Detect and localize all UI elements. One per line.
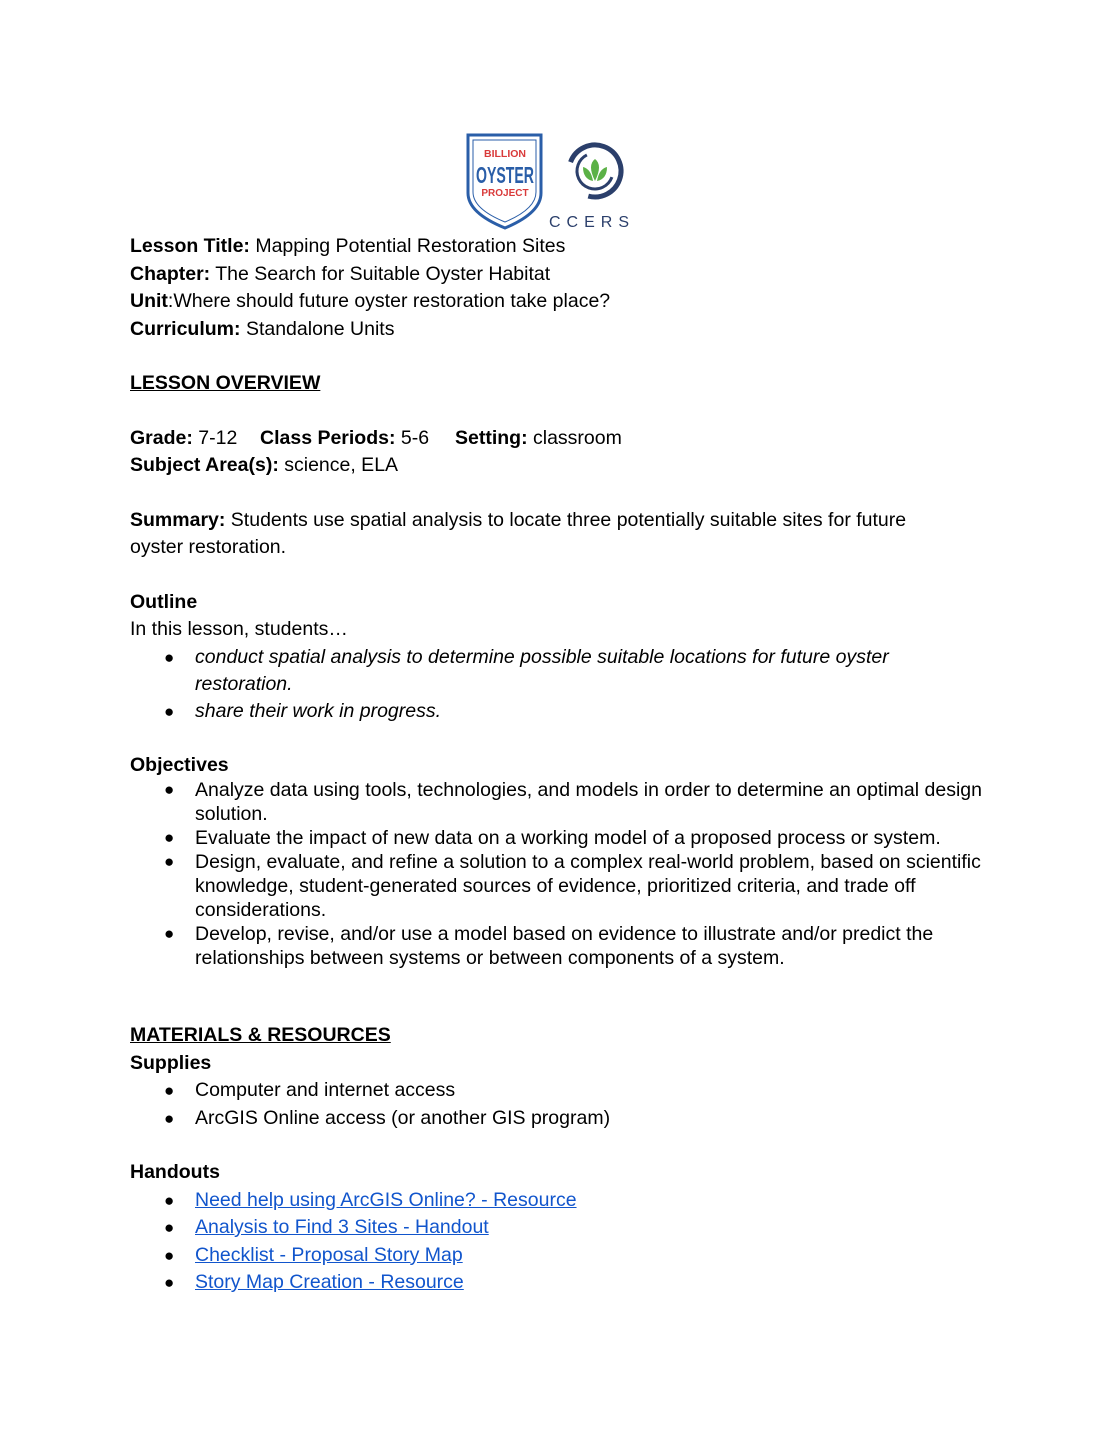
- list-item: [130, 1269, 1010, 1297]
- handout-link-analysis-3-sites[interactable]: Analysis to Find 3 Sites - Handout: [195, 1216, 489, 1238]
- list-item: [130, 826, 1010, 850]
- list-item: [130, 644, 1010, 698]
- list-item: [130, 778, 1010, 826]
- logo-text-project: PROJECT: [481, 188, 529, 199]
- billion-oyster-project-logo: [468, 135, 541, 228]
- materials-heading: MATERIALS & RESOURCES: [130, 1024, 391, 1046]
- lesson-title-line: [130, 233, 1010, 261]
- summary-line-2: oyster restoration.: [130, 536, 287, 558]
- outline-list: [130, 644, 1010, 725]
- list-item: [130, 1242, 1010, 1270]
- objective-3-line-3: considerations.: [195, 899, 327, 921]
- bullet-icon: ●: [164, 1218, 175, 1237]
- lesson-document: [130, 233, 1010, 1297]
- setting-label: Setting:: [455, 426, 528, 449]
- objective-1-line-2: solution.: [195, 803, 268, 825]
- setting-value: classroom: [533, 426, 622, 449]
- handouts-heading-text: Handouts: [130, 1161, 220, 1183]
- summary-text-1: Students use spatial analysis to locate three potentially suitable sites for future: [230, 508, 907, 531]
- periods-label: Class Periods:: [260, 426, 396, 449]
- supply-item: Computer and internet access: [195, 1079, 456, 1101]
- grade-periods-setting-line: [130, 425, 1010, 453]
- handout-link-arcgis-help[interactable]: Need help using ArcGIS Online? - Resource: [195, 1188, 577, 1211]
- chapter-label: Chapter:: [130, 262, 211, 285]
- outline-heading: [130, 589, 1010, 617]
- objective-2-line-1: Evaluate the impact of new data on a working model of a proposed process or system.: [195, 827, 941, 849]
- subject-value: science, ELA: [284, 454, 399, 476]
- objective-4-line-2: relationships between systems or between components of a system.: [195, 947, 785, 969]
- grade-label: Grade:: [130, 426, 193, 449]
- grade-field: [130, 425, 260, 453]
- outline-item-1-line-2: restoration.: [195, 672, 293, 695]
- bullet-icon: ●: [164, 1108, 175, 1128]
- lesson-title: Mapping Potential Restoration Sites: [255, 235, 566, 257]
- bullet-icon: ●: [164, 701, 175, 721]
- objectives-heading: [130, 752, 1010, 780]
- outline-item-2-line-1: share their work in progress.: [195, 699, 442, 722]
- supplies-heading-text: Supplies: [130, 1051, 212, 1074]
- logo-text-billion: BILLION: [484, 148, 526, 160]
- supplies-heading: [130, 1050, 1010, 1078]
- handout-link-story-map[interactable]: Story Map Creation - Resource: [195, 1271, 464, 1293]
- chapter-value: The Search for Suitable Oyster Habitat: [215, 262, 551, 285]
- bullet-icon: ●: [164, 1245, 175, 1265]
- bullet-icon: ●: [164, 647, 175, 667]
- outline-item-1-line-1: conduct spatial analysis to determine possible suitable locations for future oyster: [195, 645, 889, 668]
- partner-logos: [465, 131, 635, 231]
- list-item: [130, 1105, 1010, 1133]
- setting-field: [455, 425, 622, 453]
- supply-item: ArcGIS Online access (or another GIS program): [195, 1106, 611, 1129]
- objective-3-line-1: Design, evaluate, and refine a solution to a complex real-world problem, based on scientific: [195, 851, 981, 873]
- bullet-icon: ●: [164, 924, 175, 943]
- bullet-icon: ●: [164, 828, 175, 847]
- list-item: [130, 850, 1010, 922]
- bullet-icon: ●: [164, 1081, 175, 1100]
- summary-label: Summary:: [130, 508, 226, 531]
- subject-label: Subject Area(s):: [130, 454, 279, 476]
- lesson-overview-heading: LESSON OVERVIEW: [130, 372, 321, 394]
- objective-3-line-2: knowledge, student-generated sources of evidence, prioritized criteria, and trade off: [195, 875, 916, 897]
- objective-4-line-1: Develop, revise, and/or use a model based on evidence to illustrate and/or predict the: [195, 923, 934, 945]
- list-item: [130, 698, 1010, 725]
- objective-1-line-1: Analyze data using tools, technologies, and models in order to determine an optimal design: [195, 779, 982, 801]
- summary-line-1: [130, 507, 1010, 535]
- handout-link-checklist[interactable]: Checklist - Proposal Story Map: [195, 1243, 463, 1266]
- lesson-title-label: Lesson Title:: [130, 235, 250, 257]
- handouts-heading: [130, 1159, 1010, 1187]
- supplies-list: [130, 1077, 1010, 1132]
- grade-value: 7-12: [198, 426, 238, 449]
- objectives-list: [130, 778, 1010, 970]
- curriculum-label: Curriculum:: [130, 317, 241, 340]
- bullet-icon: ●: [164, 852, 175, 871]
- periods-field: [260, 425, 455, 453]
- ccers-logo: [549, 138, 635, 231]
- unit-value: :Where should future oyster restoration take place?: [167, 290, 611, 312]
- periods-value: 5-6: [400, 426, 430, 449]
- chapter-line: [130, 261, 1010, 289]
- outline-heading-text: Outline: [130, 590, 198, 613]
- logo-text-oyster: OYSTER: [476, 162, 535, 188]
- unit-line: [130, 288, 1010, 316]
- curriculum-line: [130, 316, 1010, 344]
- list-item: [130, 1187, 1010, 1215]
- list-item: [130, 1214, 1010, 1242]
- unit-label: Unit: [130, 290, 168, 312]
- logo-area: [465, 131, 635, 231]
- subject-line: [130, 452, 1010, 480]
- logo-text-ccers: CCERS: [548, 214, 635, 231]
- bullet-icon: ●: [164, 780, 175, 799]
- objectives-heading-text: Objectives: [130, 753, 229, 776]
- outline-intro: In this lesson, students…: [130, 618, 348, 640]
- list-item: [130, 1077, 1010, 1105]
- curriculum-value: Standalone Units: [245, 317, 395, 340]
- bullet-icon: ●: [164, 1190, 175, 1210]
- bullet-icon: ●: [164, 1273, 175, 1292]
- handouts-list: [130, 1187, 1010, 1297]
- list-item: [130, 922, 1010, 970]
